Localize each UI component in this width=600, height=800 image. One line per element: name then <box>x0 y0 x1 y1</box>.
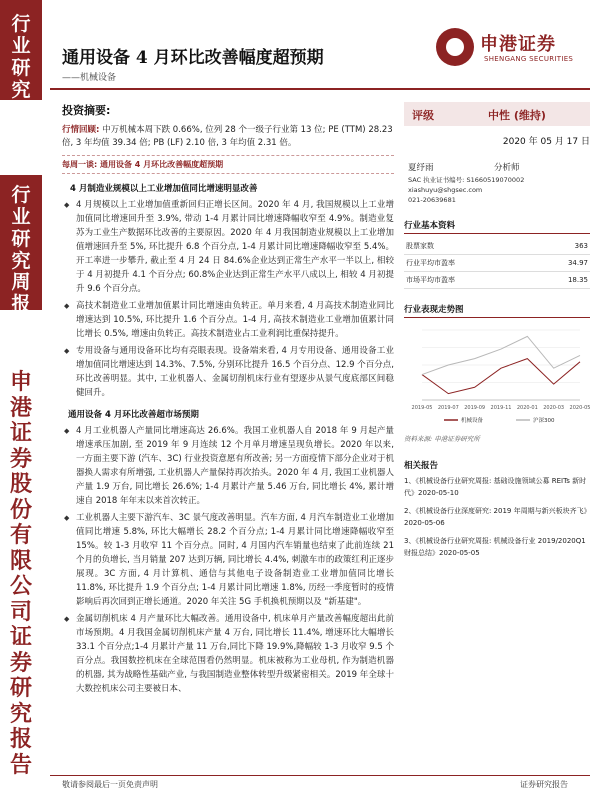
sidebar-char: 业 <box>11 205 31 228</box>
table-cell-value: 363 <box>532 238 590 255</box>
weekly-topic-tag: 每周一谈: 通用设备 4 月环比改善幅度超预期 <box>62 155 394 174</box>
logo-name-cn: 申港证券 <box>480 34 556 55</box>
sidebar-bottom-text <box>0 370 42 778</box>
sidebar-label-company <box>0 370 42 790</box>
market-review <box>62 124 394 150</box>
related-reports-list <box>404 475 590 559</box>
rating-value: 中性 (维持) <box>488 109 546 122</box>
sidebar-char: 券 <box>9 649 32 676</box>
footer-label: 证券研究报告 <box>520 780 568 789</box>
sidebar-char: 究 <box>11 249 31 272</box>
bullet-item: ◆ 金属切削机床 4 月产量环比大幅改善。通用设备中, 机床单月产量改善幅度超出此前市场预期。4 月我国金属切削机床产量 4 万台, 同比增长 11.4%, 增速环比大幅增长 33.1 个百分点;1-4 月累计产量 11 万台,同比下降 19.9%,降幅较 1-3 月收窄 9.5 个百分点。我国数控机床在全球范围看仍然明显。机床被称为工业母机, 作为制造机器的机器, 其为战略性基础产业, 与我国制造业整体转型升级紧密相关。2019 年全球十大数控机床公司主要被日本、 <box>62 612 394 696</box>
sidebar-label-weekly-report <box>0 175 42 316</box>
series-line <box>422 359 580 394</box>
sidebar-char: 报 <box>9 726 32 753</box>
sidebar-char: 研 <box>11 56 31 79</box>
analyst-email[interactable]: xiashuyu@shgsec.com <box>408 186 483 194</box>
report-subtitle: ——机械设备 <box>62 73 117 83</box>
section-heading-2: 通用设备 4 月环比改善超市场预期 <box>68 410 199 420</box>
bullet-list-2 <box>62 424 394 696</box>
company-logo <box>428 23 588 73</box>
bullet-item: ◆ 4 月工业机器人产量同比增速高达 26.6%。我国工业机器人自 2018 年 9 月起产量增速承压加剧, 至 2019 年 9 月连续 12 个月单月增速呈现负增长。2020 年以来, 一方面主要下游 (汽车、3C) 行业投资意愿有所改善; 另一方面疫情下部分企业对于机器换人需求有所增强, 工业机器人产量保持再次抬头。2020 年 4 月, 我国工业机器人产量 1.9 万台, 同比增长 26.6%; 1-4 月累计产量 5.46 万台, 同比增长 4%, 累计增速自 2018 年年末以来首次转正。 <box>62 424 394 508</box>
table-row <box>404 238 590 255</box>
header-divider <box>50 88 590 90</box>
sidebar-char: 究 <box>9 700 32 727</box>
trend-chart-heading: 行业表现走势图 <box>404 303 590 318</box>
chart-source: 资料来源: 申港证券研究所 <box>404 435 480 443</box>
x-tick-label: 2019-09 <box>464 405 486 411</box>
related-report-link[interactable]: 3、《机械设备行业研究周报: 机械设备行业 2019/2020Q1 财报总结》2020-05-05 <box>404 537 586 557</box>
table-cell-value: 18.35 <box>532 272 590 289</box>
series-line <box>422 336 580 374</box>
analyst-phone: 021-20639681 <box>408 196 456 204</box>
basic-info-heading: 行业基本资料 <box>404 219 590 234</box>
sidebar-char: 股 <box>9 471 32 498</box>
sidebar-char: 究 <box>11 78 31 101</box>
legend-label: 机械设备 <box>461 418 484 424</box>
sidebar-char: 限 <box>9 547 32 574</box>
related-report-link[interactable]: 1、《机械设备行业研究周报: 基础设施领域公募 REITs 新时代》2020-05-10 <box>404 477 587 497</box>
logo-mark-icon <box>436 28 474 66</box>
x-tick-label: 2019-11 <box>490 405 512 411</box>
section-heading-1: 4 月制造业规模以上工业增加值同比增速明显改善 <box>70 184 258 194</box>
sidebar-char: 港 <box>9 394 32 421</box>
sidebar-char: 证 <box>9 420 32 447</box>
x-tick-label: 2020-05 <box>569 405 590 411</box>
left-sidebar <box>0 0 42 800</box>
sidebar-label-industry-research <box>0 0 42 100</box>
sidebar-char: 周 <box>11 271 31 294</box>
sidebar-char: 行 <box>11 13 31 35</box>
bullet-item: ◆ 高技术制造业工业增加值累计同比增速由负转正。单月来看, 4 月高技术制造业同比增速达到 10.5%, 环比提升 1.6 个百分点。1-4 月, 高技术制造业工业增加值累计同比增长 0.5%, 增速由负转正。高技术制造业占工业利润比重保持提升。 <box>62 299 394 341</box>
analyst-cert: SAC 执业证书编号: S1660519070002 <box>408 176 525 184</box>
sidebar-info <box>404 102 590 565</box>
sidebar-top-text <box>0 14 42 101</box>
sidebar-char: 有 <box>9 522 32 549</box>
sidebar-char: 申 <box>9 369 32 395</box>
table-row <box>404 255 590 272</box>
summary-heading: 投资摘要: <box>62 104 111 117</box>
related-reports-heading: 相关报告 <box>404 461 439 471</box>
x-tick-label: 2019-07 <box>437 405 459 411</box>
rating-box <box>404 102 590 126</box>
trend-chart-svg <box>404 322 590 430</box>
table-row <box>404 272 590 289</box>
footer-divider <box>50 775 590 776</box>
table-cell-label: 行业平均市盈率 <box>404 255 532 272</box>
market-review-text: 中万机械本周下跌 0.66%, 位列 28 个一级子行业第 13 位; PE (TTM) 28.23 倍, 3 年均值 39.34 倍; PB (LF) 2.10 倍, 3 年均值 2.31 倍。 <box>62 125 393 148</box>
report-date: 2020 年 05 月 17 日 <box>502 137 590 147</box>
sidebar-char: 司 <box>9 598 32 625</box>
sidebar-mid-text <box>0 185 42 316</box>
sidebar-char: 报 <box>11 293 31 316</box>
market-review-label: 行情回顾: <box>62 125 100 135</box>
analyst-name: 夏纾雨 <box>408 163 434 173</box>
sidebar-char: 证 <box>9 624 32 651</box>
table-cell-value: 34.97 <box>532 255 590 272</box>
analyst-block <box>404 161 590 205</box>
rating-label: 评级 <box>412 109 434 122</box>
analyst-role: 分析师 <box>494 163 520 173</box>
sidebar-char: 研 <box>11 227 31 250</box>
report-title: 通用设备 4 月环比改善幅度超预期 <box>62 48 324 68</box>
trend-chart <box>404 322 590 430</box>
sidebar-char: 告 <box>9 751 32 778</box>
sidebar-char: 行 <box>11 184 31 206</box>
table-cell-label: 市场平均市盈率 <box>404 272 532 289</box>
x-tick-label: 2020-01 <box>516 405 538 411</box>
main-content <box>62 102 394 699</box>
sidebar-char: 研 <box>9 675 32 702</box>
bullet-item: ◆ 4 月规模以上工业增加值重新回归正增长区间。2020 年 4 月, 我国规模以上工业增加值同比增速回升至 3.9%, 带动 1-4 月累计同比增速降幅收窄至 4.9%。制造业复苏为工业生产数据环比改善的主要原因。2020 年 4 月我国制造业规模以上工业增加值增速回升至 5%, 环比提升 6.8 个百分点, 1-4 月累计同比增速降幅收窄至 5.4%。开工率进一步攀升, 截止至 4 月 24 日 84.6%企业达到正常生产水平一半以上, 相较于 4 月初提升 4.1 个百分点; 60.8%企业达到正常生产水平八成以上, 相较 4 月初提升 9.6 个百分点。 <box>62 198 394 296</box>
bullet-item: ◆ 专用设备与通用设备环比均有亮眼表现。设备端来看, 4 月专用设备、通用设备工业增加值同比增速达到 14.3%、7.5%, 分别环比提升 16.5 个百分点、12.9 个百分点, 环比改善明显。其中, 工业机器人、金属切削机床行业有望逐步从景气度底部区间稳健回升。 <box>62 344 394 400</box>
logo-name-en: SHENGANG SECURITIES <box>484 55 574 63</box>
basic-info-table <box>404 238 590 289</box>
x-tick-label: 2020-03 <box>543 405 565 411</box>
related-report-link[interactable]: 2、《机械设备行业深度研究: 2019 年周期与新兴板块齐飞》2020-05-06 <box>404 507 588 527</box>
sidebar-char: 份 <box>9 496 32 523</box>
sidebar-char: 业 <box>11 34 31 57</box>
footer-disclaimer[interactable]: 敬请参阅最后一页免责声明 <box>62 780 158 789</box>
table-cell-label: 股票家数 <box>404 238 532 255</box>
x-tick-label: 2019-05 <box>411 405 433 411</box>
sidebar-char: 券 <box>9 445 32 472</box>
legend-label: 沪深300 <box>533 418 555 424</box>
bullet-item: ◆ 工业机器人主要下游汽车、3C 景气度改善明显。汽车方面, 4 月汽车制造业工业增加值同比增速 5.8%, 环比大幅增长 28.2 个百分点; 1-4 月累计同比增速降幅收窄至 15%。较 1-3 月收窄 11 个百分点。同时, 4 月国内汽车销量也结束了此前连续 21 个月的负增长, 当月销量 207 达到万辆, 同比增长 4.4%, 刺激车市的政策红利正逐步展现。3C 方面, 4 月计算机、通信与其他电子设备制造业工业增加值同比增长 11.8%, 环比提升 1.9 个百分点; 1-4 月累计同比增速 1.8%, 历经一季度暂时的疫情影响后再次回到正增长通道。2020 年关注 5G 手机换机预期以及 "新基建"。 <box>62 511 394 609</box>
bullet-list-1 <box>62 198 394 400</box>
sidebar-char: 公 <box>9 573 32 600</box>
